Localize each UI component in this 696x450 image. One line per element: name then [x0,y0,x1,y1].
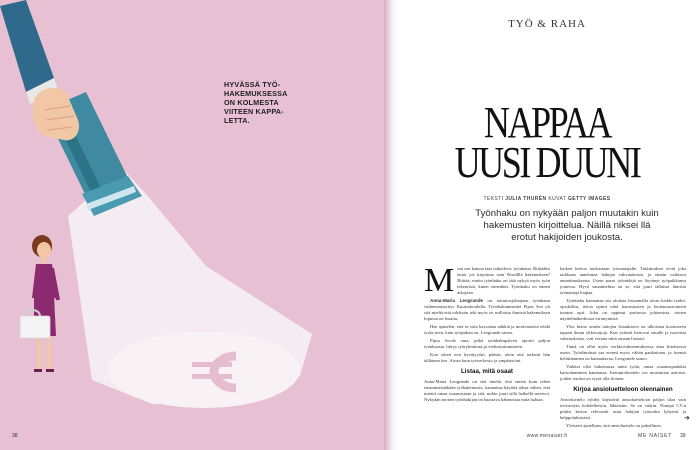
right-page [398,0,696,450]
col2-p6: Ansioluettelo ryhdyt käyttävät ansioluetteloon paljon tilaa vain tiivistetyin kohdelleisiin, lähteisiin. Se on väärin. Nimipä CV:n pitäisi kertoa relevantit asiat hakijan työuralta lyhyesti ja helppolukuisesti. [560,397,686,420]
col1-p2-name: Anna-Maria Leogrande [430,298,484,303]
credits-middle: KUVAT [548,196,567,202]
col2-p4: Tämä on ollut myös verkkovalmennuksessa aina liitoksessa usein. Työelämässä saa eteneä myös vähän paukuttaen, ja itsensä kehittäminen on kannattavaa, Leogrande sanoo. [560,344,686,361]
credits-author: JULIA THURÉN [505,196,547,202]
col1-p1: oni sen kanssa taas taikaileva: työnhaun. Riittääkö enää, jos kirjoittaa vain Wordillä hakemuksen? Riittää, mutta työnhaku on tätä nykyä myös työn tekemistä, kuten ennenkin. Työnhaku on ennen aikojaan. [457,266,550,295]
col1-p5: Kun sitten oon hyvätyyöni, pääsin, olein että tarkasti hän tälläinen itse. Aivan kuin työverkosto ja ympäristöni. [424,352,550,363]
sleeve [0,0,54,92]
col2-subhead: Kirjoa ansioluetteloon olennainen [573,386,673,393]
col2-p5: Vaikkei olisi hakemassa uutta työtä, omaa osaamispankkia kartoittaminen kannattaa. Itsetuntoluettelo voi muistuttaa asioista, joiden vuoksi on syytä olla iloinen. [560,364,686,381]
col2-p3: Yksi keino omien taitojen listaukseen on ulkoistaa koomiseen tapaan ilman ykkössijoja. Kun ystävät kertovat sinulle ja tuoreista vahvuuksista, voit verrata niitä omaan listaasi. [560,324,686,341]
woman-icon [32,235,58,372]
col1-p6: Anna-Maria Leogrande on sitä mieltä, että ennen kuin tehee ensimmäistäkään työhakemusta, kannattaa käyttää aikaa siihen, että miettii omaa osaamistaan ja sitä, mihin juuri sillä hetkellä motivoi. Nykyään monen työnhakijan on haastava hahmottaa mitä haluaa. [424,379,550,402]
headline-line-2: UUSI DUUNI [454,138,640,187]
col2-p1: kaiken kertoa taidoistaan työnantajalle. Tutkimukset eivät joka tarkkaan annettuna hakijan vahvuuksista, ja tämän valittava annattimuksesta. Usein paras työntekijä on löytänyt työpaikkansa joutessa. Hyvä suunnitelma on se, että juuri tällaisia ihmisiä työnantaja kaipaa. [560,266,686,295]
page-number-right: 39 [680,433,686,439]
drop-cap: M [424,262,455,299]
page-number-left: 38 [12,433,18,439]
credits [398,196,696,202]
col1-subhead: Listaa, mitä osaat [461,368,513,375]
spotlight-pool [108,332,300,408]
section-header: TYÖ & RAHA [508,18,586,30]
credits-images: GETTY IMAGES [567,196,611,202]
col1-p4: Pipsa Arvile oma, pitkä työnhakupalveu oportti paljon työnhausta, liittyy työryhmiinsä ja verkostoitumiseen. [424,338,550,349]
col1-p3: Hae ajattelen, että se vain kasvattaa näkkiä ja motivaatiota tehdä työtä siten, kuin työpaikan on, Leogrande sanoo. [424,324,550,335]
continue-arrow-icon: ➜ [684,415,690,422]
footer-magazine-name: ME NAISET [638,433,673,439]
lead-paragraph: Työnhaku on nykyään paljon muutakin kuin hakemusten kirjoittelua. Näillä niksei llä erotut hakijoiden joukosta. [475,208,659,243]
pull-quote: HYVÄSSÄ TYÖ-HAKEMUKSESSA ON KOLMESTA VIITEEN KAPPA-LETTA. [224,80,288,125]
credits-prefix: TEKSTI [483,196,504,202]
gutter [384,0,398,450]
headline [425,98,669,187]
col2-p2: Työnhaku kannattaa siis aloittaa listaamalla aivan kaikki taidot: opiskellut, tietoa opitut sekä harrastusten ja luottamustoimien tuomat opit. Joku on oppinut partiossa johtamista, toinen näyttelmäkerhossa esiintymistä. [560,298,686,321]
col2-p7: Yleisesti ajatellaan, että ansioluettelo on jatkallinen. [566,423,662,428]
headline-line-1: NAPPAA [483,98,611,147]
hand-icon [33,88,79,140]
col1-p2: on toimitusjohtajana työnhaun valmennusyritys Kuusiokoululla. Työnhakuinnostei Pipsa Arn oli sitä mieltä että tuloksiin teki myös se, millaisia ihmisiä hakemuksen lopussa on listattu. [424,298,551,321]
article-body [424,262,686,428]
footer-url: www.menaiset.fi [526,433,568,439]
column-2 [560,266,686,426]
column-1 [424,262,551,426]
